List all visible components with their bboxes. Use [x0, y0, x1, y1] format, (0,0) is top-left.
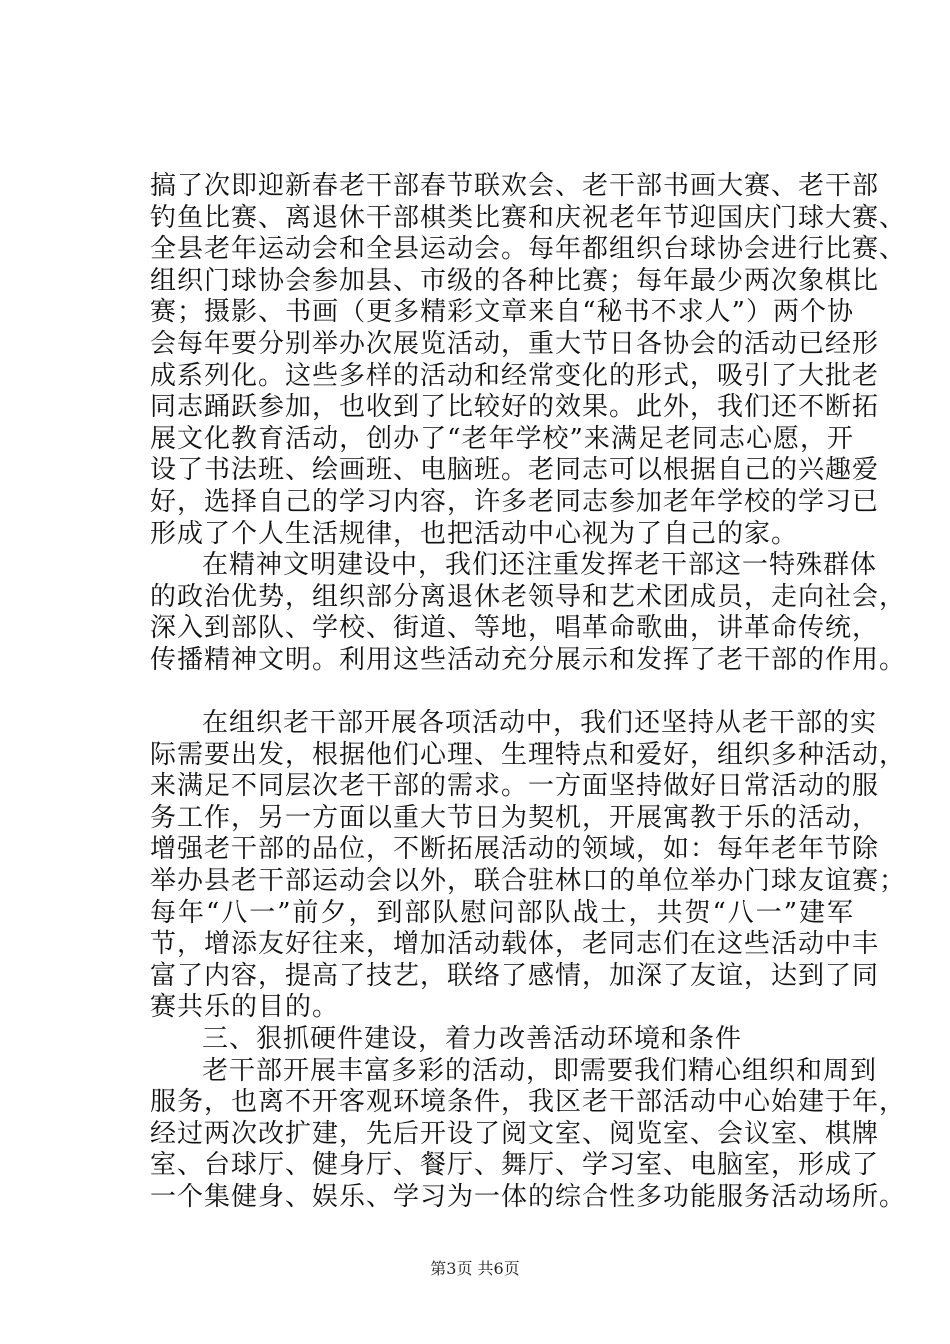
text-line: 搞了次即迎新春老干部春节联欢会、老干部书画大赛、老干部	[150, 171, 880, 201]
text-line: 形成了个人生活规律，也把活动中心视为了自己的家。	[150, 518, 799, 549]
paragraph-start-line: 在精神文明建设中，我们还注重发挥老干部这一特殊群体	[202, 550, 878, 581]
text-line: 富了内容，提高了技艺，联络了感情，加深了友谊，达到了同	[150, 960, 880, 991]
text-line: 举办县老干部运动会以外，联合驻林口的单位举办门球友谊赛；	[150, 866, 907, 897]
text-line: 成系列化。这些多样的活动和经常变化的形式，吸引了大批老	[150, 360, 880, 391]
text-line: 展文化教育活动，创办了“老年学校”来满足老同志心愿，开	[150, 423, 854, 454]
text-line: 深入到部队、学校、街道、等地，唱革命歌曲，讲革命传统，	[150, 613, 880, 644]
text-line: 赛；摄影、书画（更多精彩文章来自“秘书不求人”）两个协	[150, 297, 854, 328]
text-line: 赛共乐的目的。	[150, 992, 340, 1023]
text-line: 传播精神文明。利用这些活动充分展示和发挥了老干部的作用。	[150, 644, 907, 675]
text-line: 每年“八一”前夕，到部队慰问部队战士，共贺“八一”建军	[150, 897, 854, 928]
text-line: 际需要出发，根据他们心理、生理特点和爱好，组织多种活动，	[150, 739, 907, 770]
paragraph-start-line: 老干部开展丰富多彩的活动，即需要我们精心组织和周到	[202, 1055, 878, 1086]
page-footer	[0, 1256, 950, 1279]
paragraph-start-line: 在组织老干部开展各项活动中，我们还坚持从老干部的实	[202, 708, 878, 739]
text-line: 一个集健身、娱乐、学习为一体的综合性多功能服务活动场所。	[150, 1182, 907, 1212]
text-line: 钓鱼比赛、离退休干部棋类比赛和庆祝老年节迎国庆门球大赛、	[150, 202, 907, 233]
blank-line	[150, 677, 854, 709]
section-heading: 三、狠抓硬件建设，着力改善活动环境和条件	[202, 1024, 743, 1055]
document-body	[150, 171, 907, 1214]
text-line: 服务，也离不开客观环境条件，我区老干部活动中心始建于年，	[150, 1087, 907, 1118]
text-line: 来满足不同层次老干部的需求。一方面坚持做好日常活动的服	[150, 771, 880, 802]
text-line: 会每年要分别举办次展览活动，重大节日各协会的活动已经形	[150, 328, 880, 359]
page-number-label: 第3页 共6页	[430, 1259, 520, 1278]
text-line: 室、台球厅、健身厅、餐厅、舞厅、学习室、电脑室，形成了	[150, 1150, 880, 1181]
text-line: 经过两次改扩建，先后开设了阅文室、阅览室、会议室、棋牌	[150, 1118, 880, 1149]
text-line: 增强老干部的品位，不断拓展活动的领域，如：每年老年节除	[150, 834, 880, 865]
text-line: 节，增添友好往来，增加活动载体，老同志们在这些活动中丰	[150, 929, 880, 960]
text-line: 同志踊跃参加，也收到了比较好的效果。此外，我们还不断拓	[150, 392, 880, 423]
text-line: 设了书法班、绘画班、电脑班。老同志可以根据自己的兴趣爱	[150, 455, 880, 486]
text-line: 好，选择自己的学习内容，许多老同志参加老年学校的学习已	[150, 486, 880, 517]
text-line: 的政治优势，组织部分离退休老领导和艺术团成员，走向社会，	[150, 581, 907, 612]
text-line: 全县老年运动会和全县运动会。每年都组织台球协会进行比赛、	[150, 234, 907, 265]
text-line: 组织门球协会参加县、市级的各种比赛；每年最少两次象棋比	[150, 265, 880, 296]
text-line: 务工作，另一方面以重大节日为契机，开展寓教于乐的活动，	[150, 802, 880, 833]
